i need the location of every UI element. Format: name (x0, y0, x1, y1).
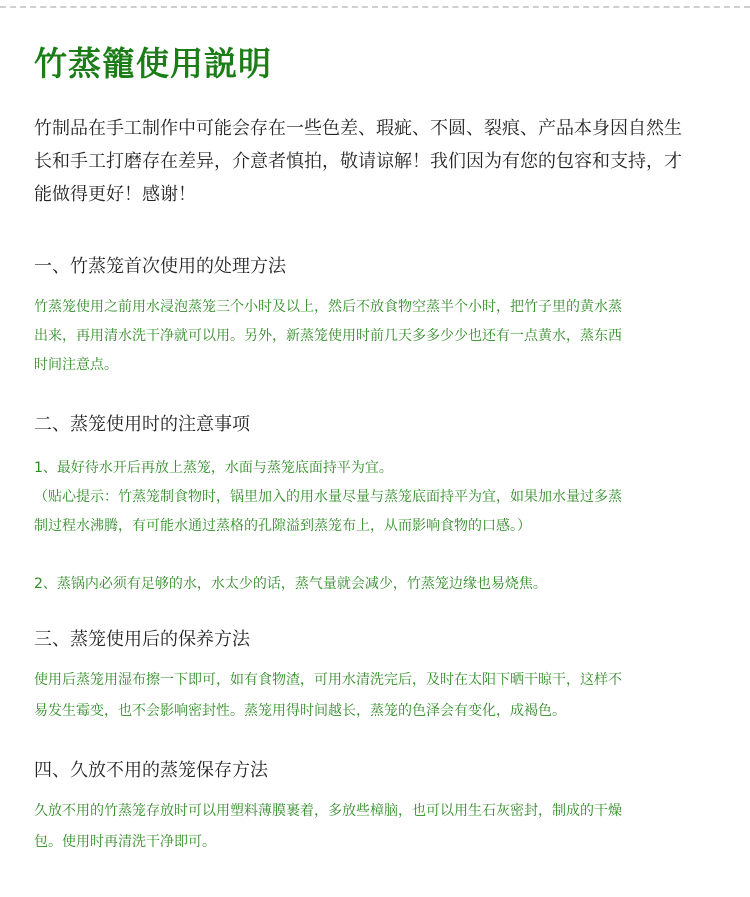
section-line: 时间注意点。 (34, 357, 118, 373)
section-line: 制过程水沸腾，有可能水通过蒸格的孔隙溢到蒸笼布上，从而影响食物的口感。） (34, 518, 531, 534)
intro-line: 竹制品在手工制作中可能会存在一些色差、瑕疵、不圆、裂痕、产品本身因自然生 (34, 118, 682, 139)
section-line: 2、蒸锅内必须有足够的水，水太少的话，蒸气量就会减少，竹蒸笼边缘也易烧焦。 (34, 576, 547, 592)
section-body-precautions (34, 454, 734, 599)
section-line: 出来，再用清水洗干净就可以用。另外，新蒸笼使用时前几天多多少少也还有一点黄水，蒸东西 (34, 328, 622, 344)
section-line: 竹蒸笼使用之前用水浸泡蒸笼三个小时及以上，然后不放食物空蒸半个小时，把竹子里的黄水蒸 (34, 299, 622, 315)
section-body-first-use (34, 293, 734, 380)
page-title: 竹蒸籠使用説明 (34, 44, 272, 83)
section-line: 包。使用时再清洗干净即可。 (34, 834, 216, 850)
section-heading-first-use: 一、竹蒸笼首次使用的处理方法 (34, 256, 286, 277)
section-heading-storage: 四、久放不用的蒸笼保存方法 (34, 760, 268, 781)
section-heading-maintenance: 三、蒸笼使用后的保养方法 (34, 629, 250, 650)
section-heading-precautions: 二、蒸笼使用时的注意事项 (34, 414, 250, 435)
section-line: 久放不用的竹蒸笼存放时可以用塑料薄膜裹着，多放些樟脑，也可以用生石灰密封，制成的干燥 (34, 803, 622, 819)
section-line: 使用后蒸笼用湿布擦一下即可，如有食物渣，可用水清洗完后，及时在太阳下晒干晾干，这样不 (34, 672, 622, 688)
section-line: （贴心提示：竹蒸笼制食物时，锅里加入的用水量尽量与蒸笼底面持平为宜，如果加水量过多蒸 (34, 489, 622, 505)
section-spacer-line (34, 541, 734, 570)
intro-line: 能做得更好！感谢！ (34, 184, 196, 205)
section-body-maintenance (34, 665, 734, 727)
section-line: 1、最好待水开后再放上蒸笼，水面与蒸笼底面持平为宜。 (34, 460, 393, 476)
section-body-storage (34, 796, 734, 858)
section-line: 易发生霉变，也不会影响密封性。蒸笼用得时间越长，蒸笼的色泽会有变化，成褐色。 (34, 703, 566, 719)
top-dashed-divider (0, 6, 750, 8)
intro-paragraph (34, 112, 734, 211)
intro-line: 长和手工打磨存在差异，介意者慎拍，敬请谅解！我们因为有您的包容和支持，才 (34, 151, 682, 172)
